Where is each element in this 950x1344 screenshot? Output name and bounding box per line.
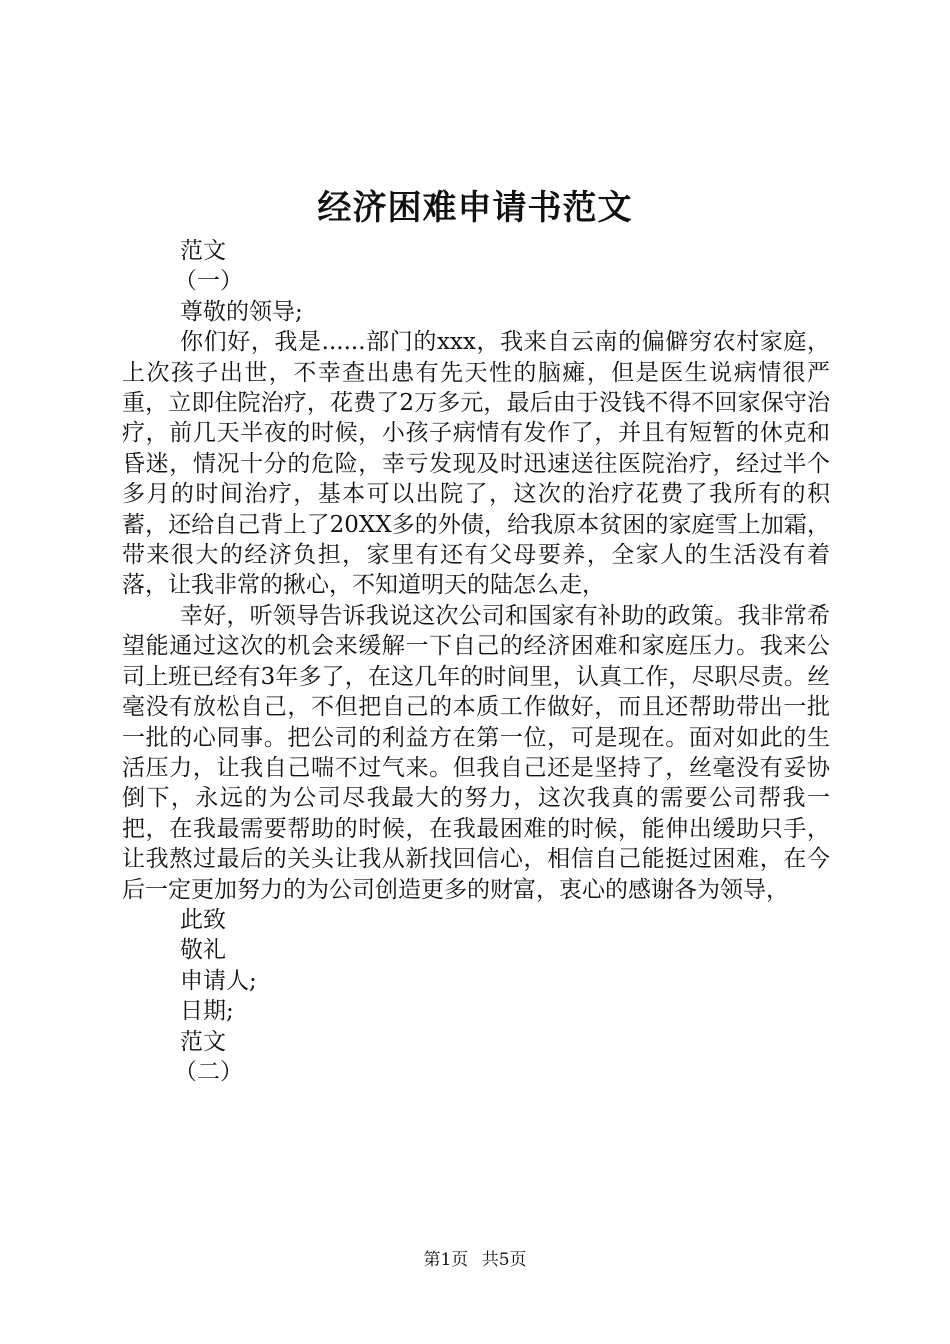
closing-line-1: 此致 bbox=[180, 906, 226, 933]
section-number: （一） bbox=[174, 268, 243, 295]
section-label-2: 范文 bbox=[180, 1028, 226, 1055]
paragraph-1: 你们好，我是......部门的xxx，我来自云南的偏僻穷农村家庭，上次孩子出世，不幸查出患有先天性的脑瘫，但是医生说病情很严重，立即住院治疗，花费了2万多元，最后由于没钱不得不回家保守治疗，前几天半夜的时候，小孩子病情有发作了，并且有短暂的休克和昏迷，情况十分的危险，幸亏发现及时迅速送往医院治疗，经过半个多月的时间治疗，基本可以出院了，这次的治疗花费了我所有的积蓄，还给自己背上了20XX多的外债，给我原本贫困的家庭雪上加霜，带来很大的经济负担，家里有还有父母要养，全家人的生活没有着落，让我非常的揪心，不知道明天的陆怎么走， bbox=[122, 329, 830, 599]
section-label: 范文 bbox=[180, 238, 226, 264]
date-label: 日期; bbox=[180, 998, 234, 1025]
closing-line-2: 敬礼 bbox=[180, 937, 226, 964]
page-number: 第1页 bbox=[423, 1250, 469, 1270]
document-body bbox=[122, 236, 830, 1087]
document-title: 经济困难申请书范文 bbox=[317, 188, 633, 228]
page-total: 共5页 bbox=[481, 1250, 527, 1270]
salutation: 尊敬的领导; bbox=[180, 298, 303, 325]
applicant-label: 申请人; bbox=[180, 967, 257, 994]
paragraph-2: 幸好，听领导告诉我说这次公司和国家有补助的政策。我非常希望能通过这次的机会来缓解一下自己的经济困难和家庭压力。我来公司上班已经有3年多了，在这几年的时间里，认真工作，尽职尽责。丝毫没有放松自己，不但把自己的本质工作做好，而且还帮助带出一批一批的心同事。把公司的利益方在第一位，可是现在。面对如此的生活压力，让我自己喘不过气来。但我自己还是坚持了，丝毫没有妥协倒下，永远的为公司尽我最大的努力，这次我真的需要公司帮我一把，在我最需要帮助的时候，在我最困难的时候，能伸出缓助只手，让我熬过最后的关头让我从新找回信心，相信自己能挺过困难，在今后一定更加努力的为公司创造更多的财富，衷心的感谢各为领导， bbox=[122, 602, 830, 903]
section-number-2: （二） bbox=[174, 1058, 243, 1085]
page-footer bbox=[0, 1245, 950, 1270]
